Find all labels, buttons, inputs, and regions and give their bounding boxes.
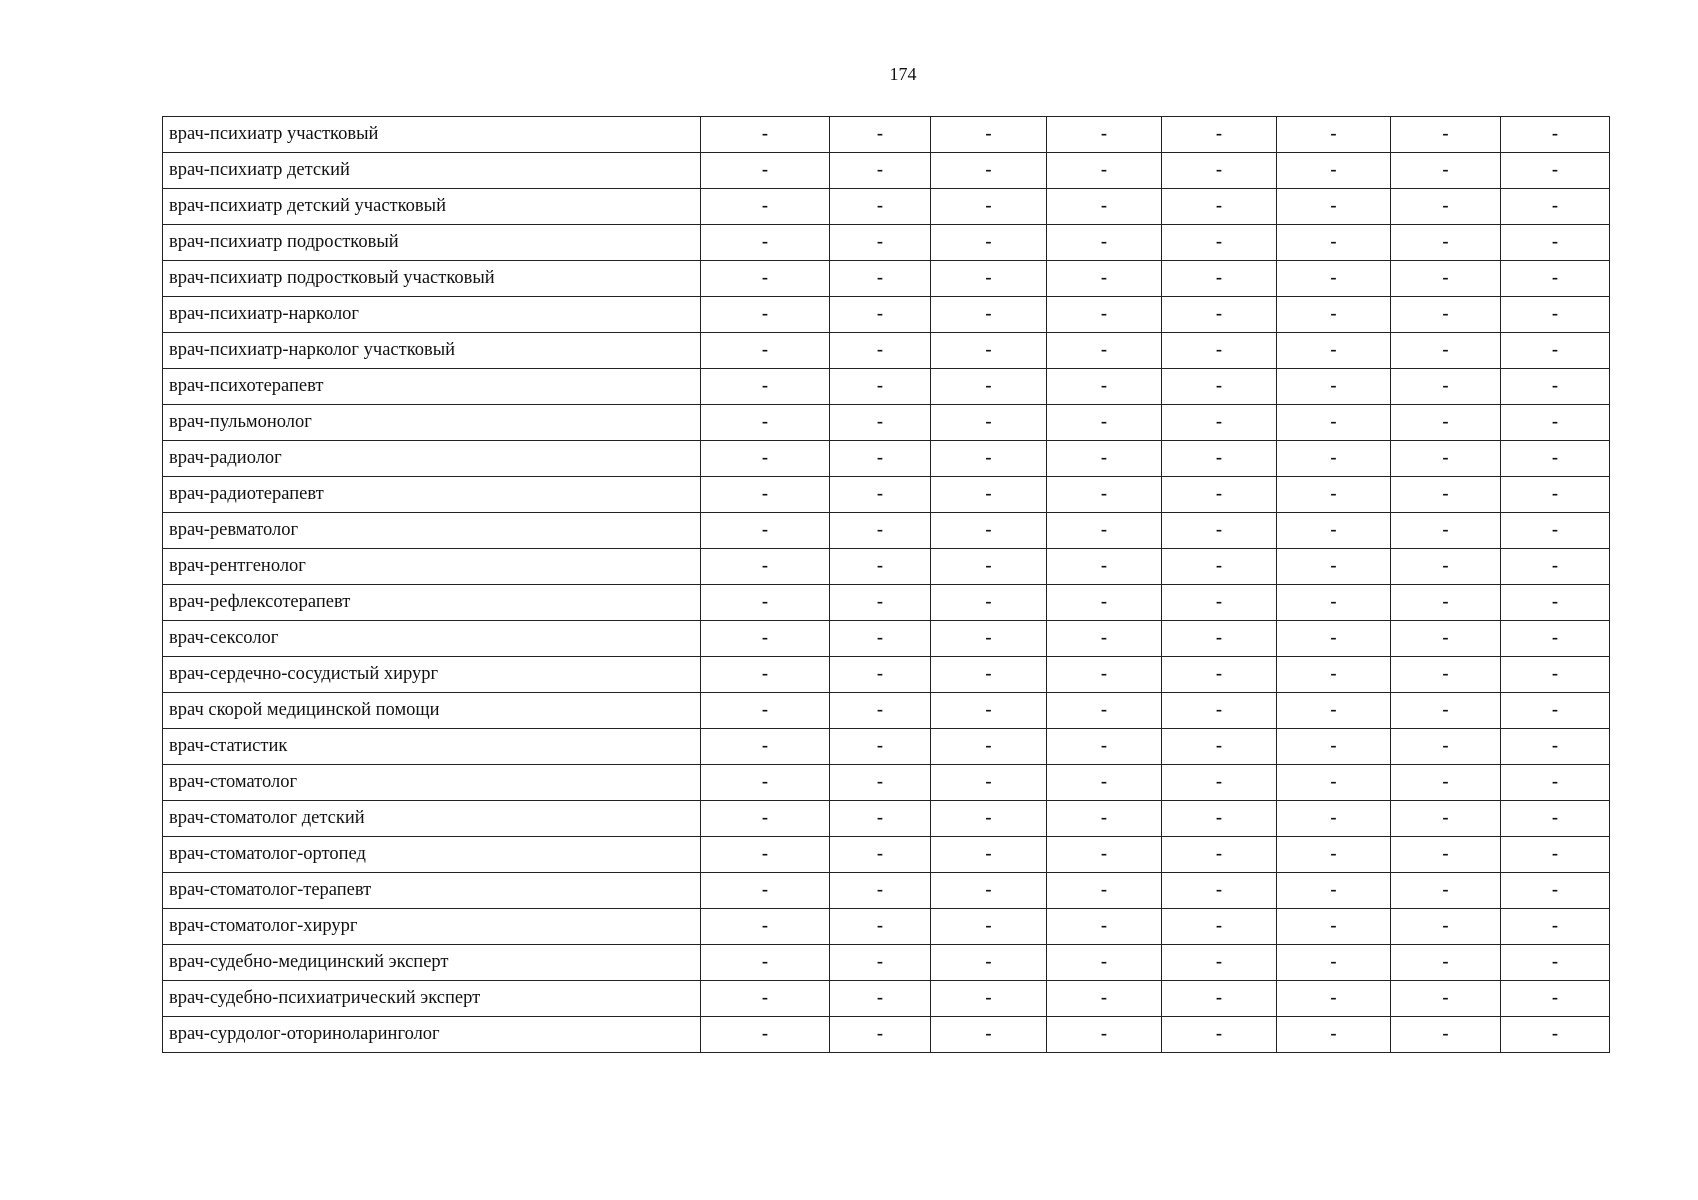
value-cell: - [701, 225, 830, 261]
value-cell: - [701, 153, 830, 189]
value-cell: - [1047, 477, 1162, 513]
value-cell: - [830, 765, 931, 801]
value-cell: - [830, 297, 931, 333]
value-cell: - [1277, 441, 1391, 477]
value-cell: - [1501, 153, 1610, 189]
position-name-cell: врач-стоматолог-хирург [163, 909, 701, 945]
table-row [163, 981, 1610, 1017]
value-cell: - [1162, 261, 1277, 297]
value-cell: - [931, 657, 1047, 693]
value-cell: - [1501, 693, 1610, 729]
value-cell: - [1391, 513, 1501, 549]
value-cell: - [701, 765, 830, 801]
position-name-cell: врач-ревматолог [163, 513, 701, 549]
value-cell: - [1501, 549, 1610, 585]
value-cell: - [931, 693, 1047, 729]
value-cell: - [1162, 513, 1277, 549]
value-cell: - [701, 369, 830, 405]
value-cell: - [1501, 261, 1610, 297]
value-cell: - [1162, 837, 1277, 873]
value-cell: - [830, 189, 931, 225]
value-cell: - [1162, 297, 1277, 333]
value-cell: - [931, 405, 1047, 441]
value-cell: - [1047, 837, 1162, 873]
value-cell: - [701, 693, 830, 729]
value-cell: - [1047, 261, 1162, 297]
value-cell: - [830, 333, 931, 369]
value-cell: - [1277, 657, 1391, 693]
value-cell: - [1047, 585, 1162, 621]
position-name-cell: врач-психиатр участковый [163, 117, 701, 153]
table-row [163, 657, 1610, 693]
value-cell: - [931, 477, 1047, 513]
value-cell: - [1162, 441, 1277, 477]
value-cell: - [1391, 765, 1501, 801]
position-name-cell: врач-психиатр подростковый участковый [163, 261, 701, 297]
value-cell: - [1162, 405, 1277, 441]
value-cell: - [1391, 801, 1501, 837]
position-name-cell: врач-психиатр подростковый [163, 225, 701, 261]
staff-table [162, 116, 1610, 1053]
table-row [163, 261, 1610, 297]
value-cell: - [931, 261, 1047, 297]
position-name-cell: врач-судебно-медицинский эксперт [163, 945, 701, 981]
value-cell: - [830, 477, 931, 513]
position-name-cell: врач-судебно-психиатрический эксперт [163, 981, 701, 1017]
value-cell: - [701, 477, 830, 513]
value-cell: - [1391, 657, 1501, 693]
value-cell: - [830, 585, 931, 621]
value-cell: - [701, 585, 830, 621]
table-row [163, 369, 1610, 405]
position-name-cell: врач-сурдолог-оториноларинголог [163, 1017, 701, 1053]
value-cell: - [1162, 189, 1277, 225]
value-cell: - [1277, 981, 1391, 1017]
table-row [163, 909, 1610, 945]
value-cell: - [1277, 801, 1391, 837]
value-cell: - [931, 801, 1047, 837]
value-cell: - [1391, 297, 1501, 333]
value-cell: - [830, 513, 931, 549]
value-cell: - [1277, 909, 1391, 945]
value-cell: - [830, 549, 931, 585]
value-cell: - [1277, 729, 1391, 765]
value-cell: - [1277, 225, 1391, 261]
value-cell: - [931, 513, 1047, 549]
position-name-cell: врач-стоматолог [163, 765, 701, 801]
position-name-cell: врач-психотерапевт [163, 369, 701, 405]
position-name-cell: врач-рентгенолог [163, 549, 701, 585]
position-name-cell: врач-радиолог [163, 441, 701, 477]
table-row [163, 621, 1610, 657]
value-cell: - [1162, 873, 1277, 909]
table-row [163, 153, 1610, 189]
value-cell: - [701, 261, 830, 297]
value-cell: - [1162, 981, 1277, 1017]
value-cell: - [701, 621, 830, 657]
value-cell: - [1501, 441, 1610, 477]
value-cell: - [1391, 945, 1501, 981]
value-cell: - [1047, 225, 1162, 261]
value-cell: - [1047, 729, 1162, 765]
value-cell: - [931, 297, 1047, 333]
value-cell: - [1277, 585, 1391, 621]
value-cell: - [1162, 693, 1277, 729]
value-cell: - [1277, 513, 1391, 549]
value-cell: - [1391, 585, 1501, 621]
value-cell: - [1501, 117, 1610, 153]
value-cell: - [830, 801, 931, 837]
value-cell: - [1047, 621, 1162, 657]
value-cell: - [931, 981, 1047, 1017]
value-cell: - [1047, 549, 1162, 585]
value-cell: - [1391, 405, 1501, 441]
position-name-cell: врач-психиатр-нарколог [163, 297, 701, 333]
value-cell: - [1391, 909, 1501, 945]
value-cell: - [1501, 801, 1610, 837]
value-cell: - [1162, 1017, 1277, 1053]
value-cell: - [931, 369, 1047, 405]
table-row [163, 729, 1610, 765]
table-body [163, 117, 1610, 1053]
value-cell: - [1277, 945, 1391, 981]
table-row [163, 1017, 1610, 1053]
table-row [163, 441, 1610, 477]
value-cell: - [701, 945, 830, 981]
table-row [163, 585, 1610, 621]
value-cell: - [1391, 837, 1501, 873]
value-cell: - [1391, 729, 1501, 765]
value-cell: - [1501, 225, 1610, 261]
value-cell: - [830, 117, 931, 153]
value-cell: - [830, 621, 931, 657]
position-name-cell: врач-психиатр детский [163, 153, 701, 189]
value-cell: - [1277, 189, 1391, 225]
value-cell: - [1047, 297, 1162, 333]
table-row [163, 189, 1610, 225]
value-cell: - [1162, 729, 1277, 765]
value-cell: - [1277, 297, 1391, 333]
position-name-cell: врач-рефлексотерапевт [163, 585, 701, 621]
value-cell: - [1501, 837, 1610, 873]
value-cell: - [1501, 729, 1610, 765]
position-name-cell: врач-стоматолог-терапевт [163, 873, 701, 909]
position-name-cell: врач-статистик [163, 729, 701, 765]
value-cell: - [1501, 945, 1610, 981]
value-cell: - [701, 441, 830, 477]
page-number: 174 [889, 64, 917, 84]
value-cell: - [1162, 765, 1277, 801]
value-cell: - [1277, 153, 1391, 189]
value-cell: - [1047, 693, 1162, 729]
value-cell: - [1047, 873, 1162, 909]
value-cell: - [1162, 333, 1277, 369]
table-row [163, 549, 1610, 585]
value-cell: - [1277, 333, 1391, 369]
value-cell: - [1277, 765, 1391, 801]
position-name-cell: врач скорой медицинской помощи [163, 693, 701, 729]
value-cell: - [1047, 657, 1162, 693]
value-cell: - [1277, 693, 1391, 729]
value-cell: - [1501, 477, 1610, 513]
value-cell: - [701, 909, 830, 945]
table-row [163, 837, 1610, 873]
table-row [163, 873, 1610, 909]
value-cell: - [830, 729, 931, 765]
value-cell: - [931, 117, 1047, 153]
value-cell: - [1162, 909, 1277, 945]
value-cell: - [1047, 117, 1162, 153]
value-cell: - [931, 837, 1047, 873]
value-cell: - [1391, 117, 1501, 153]
value-cell: - [1501, 513, 1610, 549]
value-cell: - [830, 693, 931, 729]
value-cell: - [701, 405, 830, 441]
value-cell: - [1047, 189, 1162, 225]
value-cell: - [1391, 189, 1501, 225]
value-cell: - [1501, 333, 1610, 369]
value-cell: - [931, 873, 1047, 909]
value-cell: - [1501, 585, 1610, 621]
value-cell: - [931, 549, 1047, 585]
position-name-cell: врач-сексолог [163, 621, 701, 657]
value-cell: - [830, 441, 931, 477]
value-cell: - [1501, 405, 1610, 441]
value-cell: - [830, 1017, 931, 1053]
value-cell: - [931, 909, 1047, 945]
value-cell: - [1047, 909, 1162, 945]
value-cell: - [1162, 621, 1277, 657]
value-cell: - [931, 1017, 1047, 1053]
position-name-cell: врач-радиотерапевт [163, 477, 701, 513]
value-cell: - [1501, 657, 1610, 693]
value-cell: - [1391, 621, 1501, 657]
value-cell: - [931, 765, 1047, 801]
value-cell: - [1277, 477, 1391, 513]
position-name-cell: врач-пульмонолог [163, 405, 701, 441]
value-cell: - [1047, 441, 1162, 477]
value-cell: - [1162, 549, 1277, 585]
value-cell: - [830, 837, 931, 873]
value-cell: - [830, 261, 931, 297]
value-cell: - [701, 801, 830, 837]
value-cell: - [1277, 837, 1391, 873]
value-cell: - [1047, 765, 1162, 801]
table-row [163, 117, 1610, 153]
position-name-cell: врач-психиатр-нарколог участковый [163, 333, 701, 369]
value-cell: - [830, 369, 931, 405]
value-cell: - [1501, 1017, 1610, 1053]
value-cell: - [931, 441, 1047, 477]
value-cell: - [1501, 873, 1610, 909]
value-cell: - [1391, 981, 1501, 1017]
value-cell: - [1162, 801, 1277, 837]
table-row [163, 477, 1610, 513]
value-cell: - [1391, 873, 1501, 909]
value-cell: - [931, 585, 1047, 621]
value-cell: - [1501, 909, 1610, 945]
position-name-cell: врач-стоматолог-ортопед [163, 837, 701, 873]
value-cell: - [1162, 657, 1277, 693]
value-cell: - [1277, 369, 1391, 405]
table-row [163, 297, 1610, 333]
position-name-cell: врач-стоматолог детский [163, 801, 701, 837]
value-cell: - [1047, 153, 1162, 189]
value-cell: - [1047, 945, 1162, 981]
value-cell: - [1391, 549, 1501, 585]
table-row [163, 693, 1610, 729]
value-cell: - [1277, 1017, 1391, 1053]
value-cell: - [1162, 945, 1277, 981]
value-cell: - [1047, 369, 1162, 405]
value-cell: - [1501, 621, 1610, 657]
value-cell: - [1501, 297, 1610, 333]
value-cell: - [701, 189, 830, 225]
value-cell: - [1162, 225, 1277, 261]
value-cell: - [701, 837, 830, 873]
value-cell: - [701, 117, 830, 153]
value-cell: - [1047, 981, 1162, 1017]
value-cell: - [1277, 261, 1391, 297]
value-cell: - [701, 873, 830, 909]
value-cell: - [830, 405, 931, 441]
value-cell: - [1162, 585, 1277, 621]
value-cell: - [701, 333, 830, 369]
table-row [163, 225, 1610, 261]
value-cell: - [830, 909, 931, 945]
value-cell: - [1047, 1017, 1162, 1053]
value-cell: - [1277, 621, 1391, 657]
table-row [163, 405, 1610, 441]
value-cell: - [701, 657, 830, 693]
value-cell: - [931, 729, 1047, 765]
table-row [163, 513, 1610, 549]
value-cell: - [1501, 189, 1610, 225]
table-row [163, 333, 1610, 369]
value-cell: - [701, 297, 830, 333]
value-cell: - [1047, 405, 1162, 441]
value-cell: - [701, 981, 830, 1017]
value-cell: - [701, 513, 830, 549]
value-cell: - [1391, 1017, 1501, 1053]
table-row [163, 945, 1610, 981]
value-cell: - [1391, 369, 1501, 405]
value-cell: - [1277, 549, 1391, 585]
value-cell: - [830, 657, 931, 693]
value-cell: - [701, 729, 830, 765]
table-row [163, 801, 1610, 837]
value-cell: - [1391, 477, 1501, 513]
value-cell: - [1047, 801, 1162, 837]
value-cell: - [1162, 153, 1277, 189]
value-cell: - [931, 333, 1047, 369]
value-cell: - [1501, 369, 1610, 405]
value-cell: - [1391, 693, 1501, 729]
value-cell: - [830, 945, 931, 981]
value-cell: - [830, 225, 931, 261]
value-cell: - [1162, 477, 1277, 513]
value-cell: - [1391, 153, 1501, 189]
value-cell: - [1391, 261, 1501, 297]
value-cell: - [1047, 513, 1162, 549]
value-cell: - [830, 981, 931, 1017]
value-cell: - [1501, 981, 1610, 1017]
value-cell: - [1391, 333, 1501, 369]
value-cell: - [1162, 369, 1277, 405]
value-cell: - [1162, 117, 1277, 153]
value-cell: - [1047, 333, 1162, 369]
value-cell: - [931, 225, 1047, 261]
value-cell: - [931, 621, 1047, 657]
value-cell: - [931, 153, 1047, 189]
position-name-cell: врач-психиатр детский участковый [163, 189, 701, 225]
value-cell: - [1391, 225, 1501, 261]
value-cell: - [1277, 405, 1391, 441]
value-cell: - [701, 549, 830, 585]
value-cell: - [931, 189, 1047, 225]
table-row [163, 765, 1610, 801]
value-cell: - [1277, 873, 1391, 909]
value-cell: - [830, 873, 931, 909]
value-cell: - [701, 1017, 830, 1053]
position-name-cell: врач-сердечно-сосудистый хирург [163, 657, 701, 693]
value-cell: - [1391, 441, 1501, 477]
value-cell: - [830, 153, 931, 189]
value-cell: - [1277, 117, 1391, 153]
value-cell: - [931, 945, 1047, 981]
value-cell: - [1501, 765, 1610, 801]
